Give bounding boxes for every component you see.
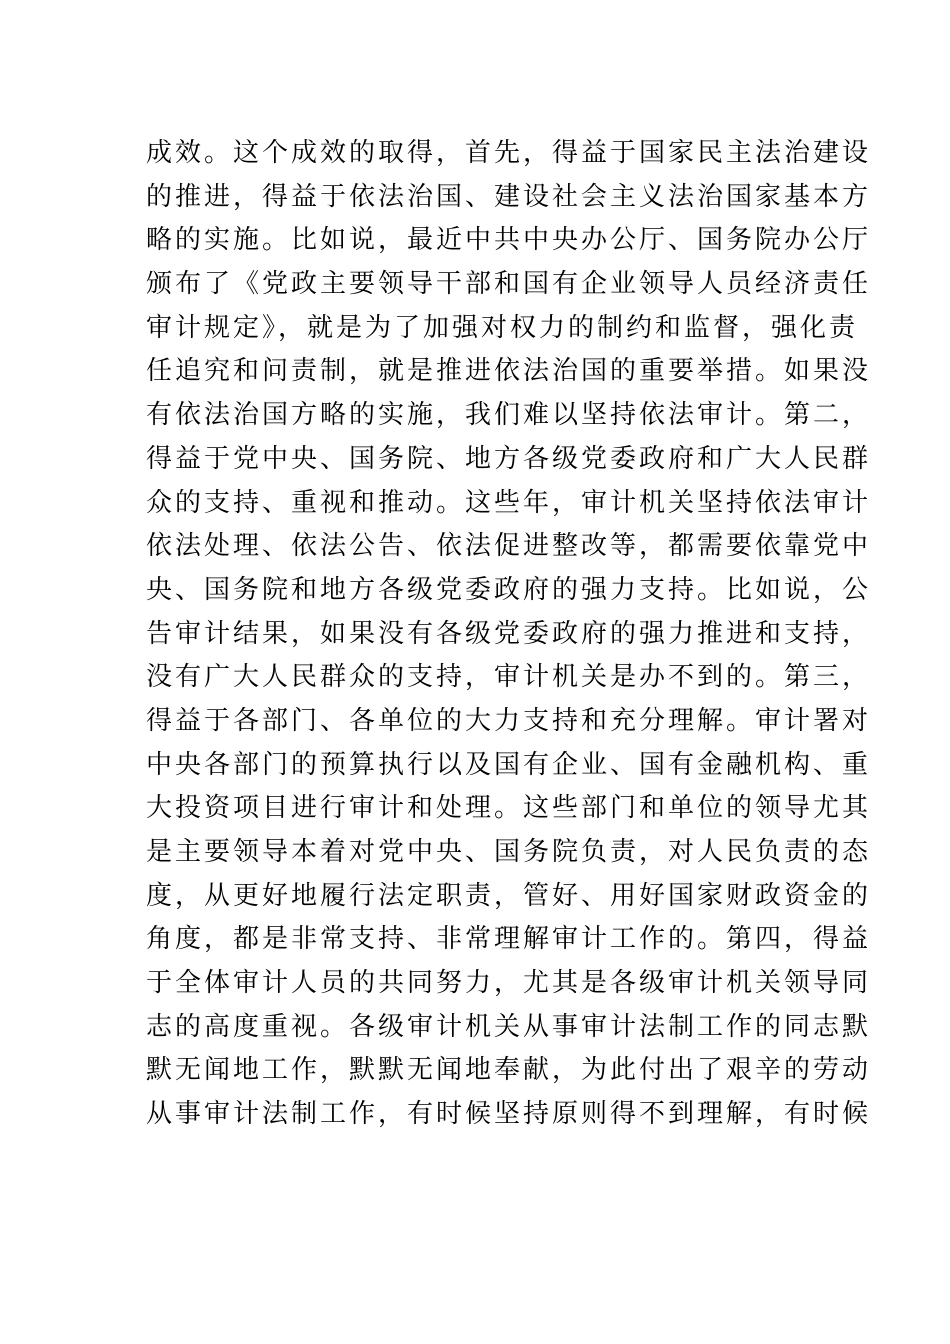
text-line: 默无闻地工作，默默无闻地奉献，为此付出了艰辛的劳动	[146, 1055, 872, 1086]
text-line: 众的支持、重视和推动。这些年，审计机关坚持依法审计	[146, 487, 872, 518]
text-line: 略的实施。比如说，最近中共中央办公厅、国务院办公厅	[146, 225, 872, 256]
text-line: 得益于党中央、国务院、地方各级党委政府和广大人民群	[146, 443, 872, 474]
text-line: 得益于各部门、各单位的大力支持和充分理解。审计署对	[146, 705, 872, 736]
text-line: 的推进，得益于依法治国、建设社会主义法治国家基本方	[146, 181, 872, 212]
text-line: 审计规定》，就是为了加强对权力的制约和监督，强化责	[146, 312, 859, 343]
text-line: 从事审计法制工作，有时候坚持原则得不到理解，有时候	[146, 1099, 872, 1130]
text-line: 成效。这个成效的取得，首先，得益于国家民主法治建设	[146, 138, 872, 168]
text-line: 有依法治国方略的实施，我们难以坚持依法审计。第二，	[146, 400, 872, 431]
text-line: 于全体审计人员的共同努力，尤其是各级审计机关领导同	[146, 968, 872, 999]
text-line: 大投资项目进行审计和处理。这些部门和单位的领导尤其	[146, 793, 872, 824]
text-line: 央、国务院和地方各级党委政府的强力支持。比如说，公	[146, 574, 872, 605]
text-line: 没有广大人民群众的支持，审计机关是办不到的。第三，	[146, 662, 872, 693]
text-line: 依法处理、依法公告、依法促进整改等，都需要依靠党中	[146, 531, 872, 562]
body-text	[146, 132, 872, 1137]
text-line: 告审计结果，如果没有各级党委政府的强力推进和支持，	[146, 618, 872, 649]
text-line: 是主要领导本着对党中央、国务院负责，对人民负责的态	[146, 837, 872, 867]
text-line: 任追究和问责制，就是推进依法治国的重要举措。如果没	[146, 356, 872, 387]
text-line: 颁布了《党政主要领导干部和国有企业领导人员经济责任	[146, 269, 872, 300]
text-line: 度，从更好地履行法定职责，管好、用好国家财政资金的	[146, 880, 872, 911]
text-line: 中央各部门的预算执行以及国有企业、国有金融机构、重	[146, 749, 872, 780]
text-line: 志的高度重视。各级审计机关从事审计法制工作的同志默	[146, 1011, 872, 1042]
text-line: 角度，都是非常支持、非常理解审计工作的。第四，得益	[146, 924, 872, 955]
